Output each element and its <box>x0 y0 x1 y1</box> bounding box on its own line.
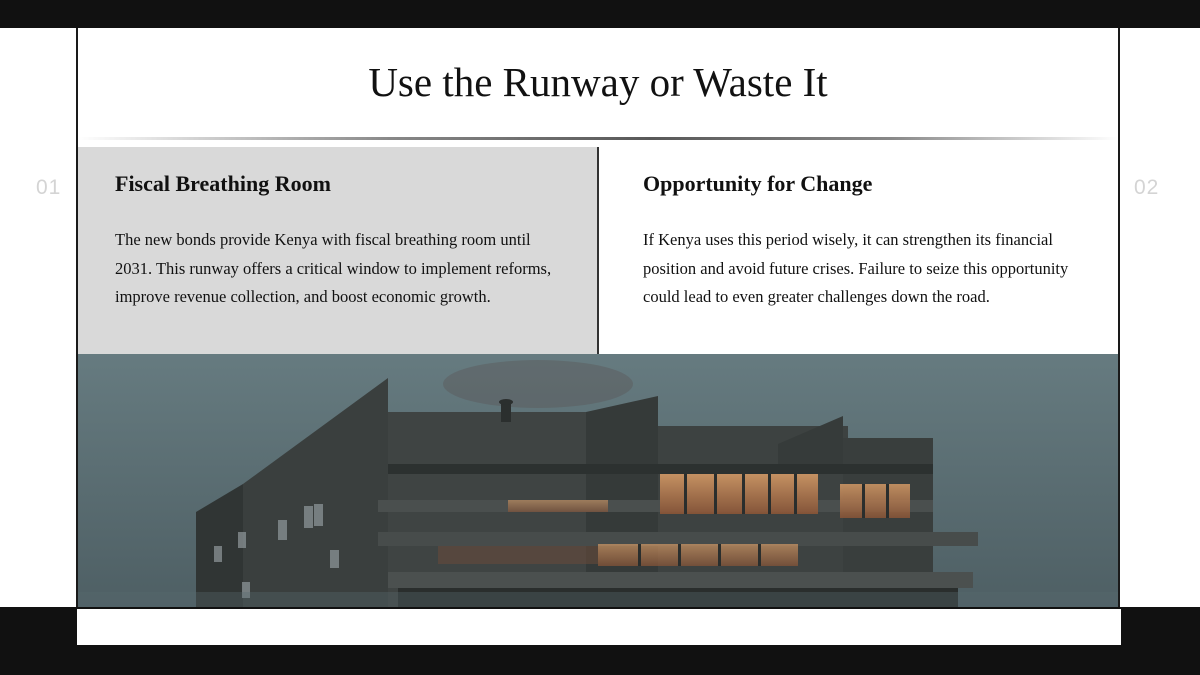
panel-heading: Fiscal Breathing Room <box>115 171 331 196</box>
panel-body-text: The new bonds provide Kenya with fiscal breathing room until 2031. This runway offers a critical window to implement reforms, improve revenue collection, and boost economic growth. <box>115 230 552 306</box>
panel-fiscal-breathing-room <box>78 147 599 354</box>
slide-number-left: 01 <box>36 176 62 199</box>
top-frame-bar <box>0 0 1200 28</box>
panel-body-text: If Kenya uses this period wisely, it can strengthen its financial position and avoid future crises. Failure to seize this opportunity could lead to even greater challenges down the road. <box>643 230 1069 306</box>
slide-number-right: 02 <box>1134 176 1160 199</box>
title-divider <box>78 137 1118 140</box>
slide-canvas <box>76 28 1120 607</box>
bottom-white-strip <box>77 609 1121 645</box>
building-photo <box>78 354 1120 607</box>
panel-opportunity-for-change <box>599 147 1120 354</box>
slide-title: Use the Runway or Waste It <box>368 59 828 105</box>
panel-heading: Opportunity for Change <box>643 171 873 196</box>
